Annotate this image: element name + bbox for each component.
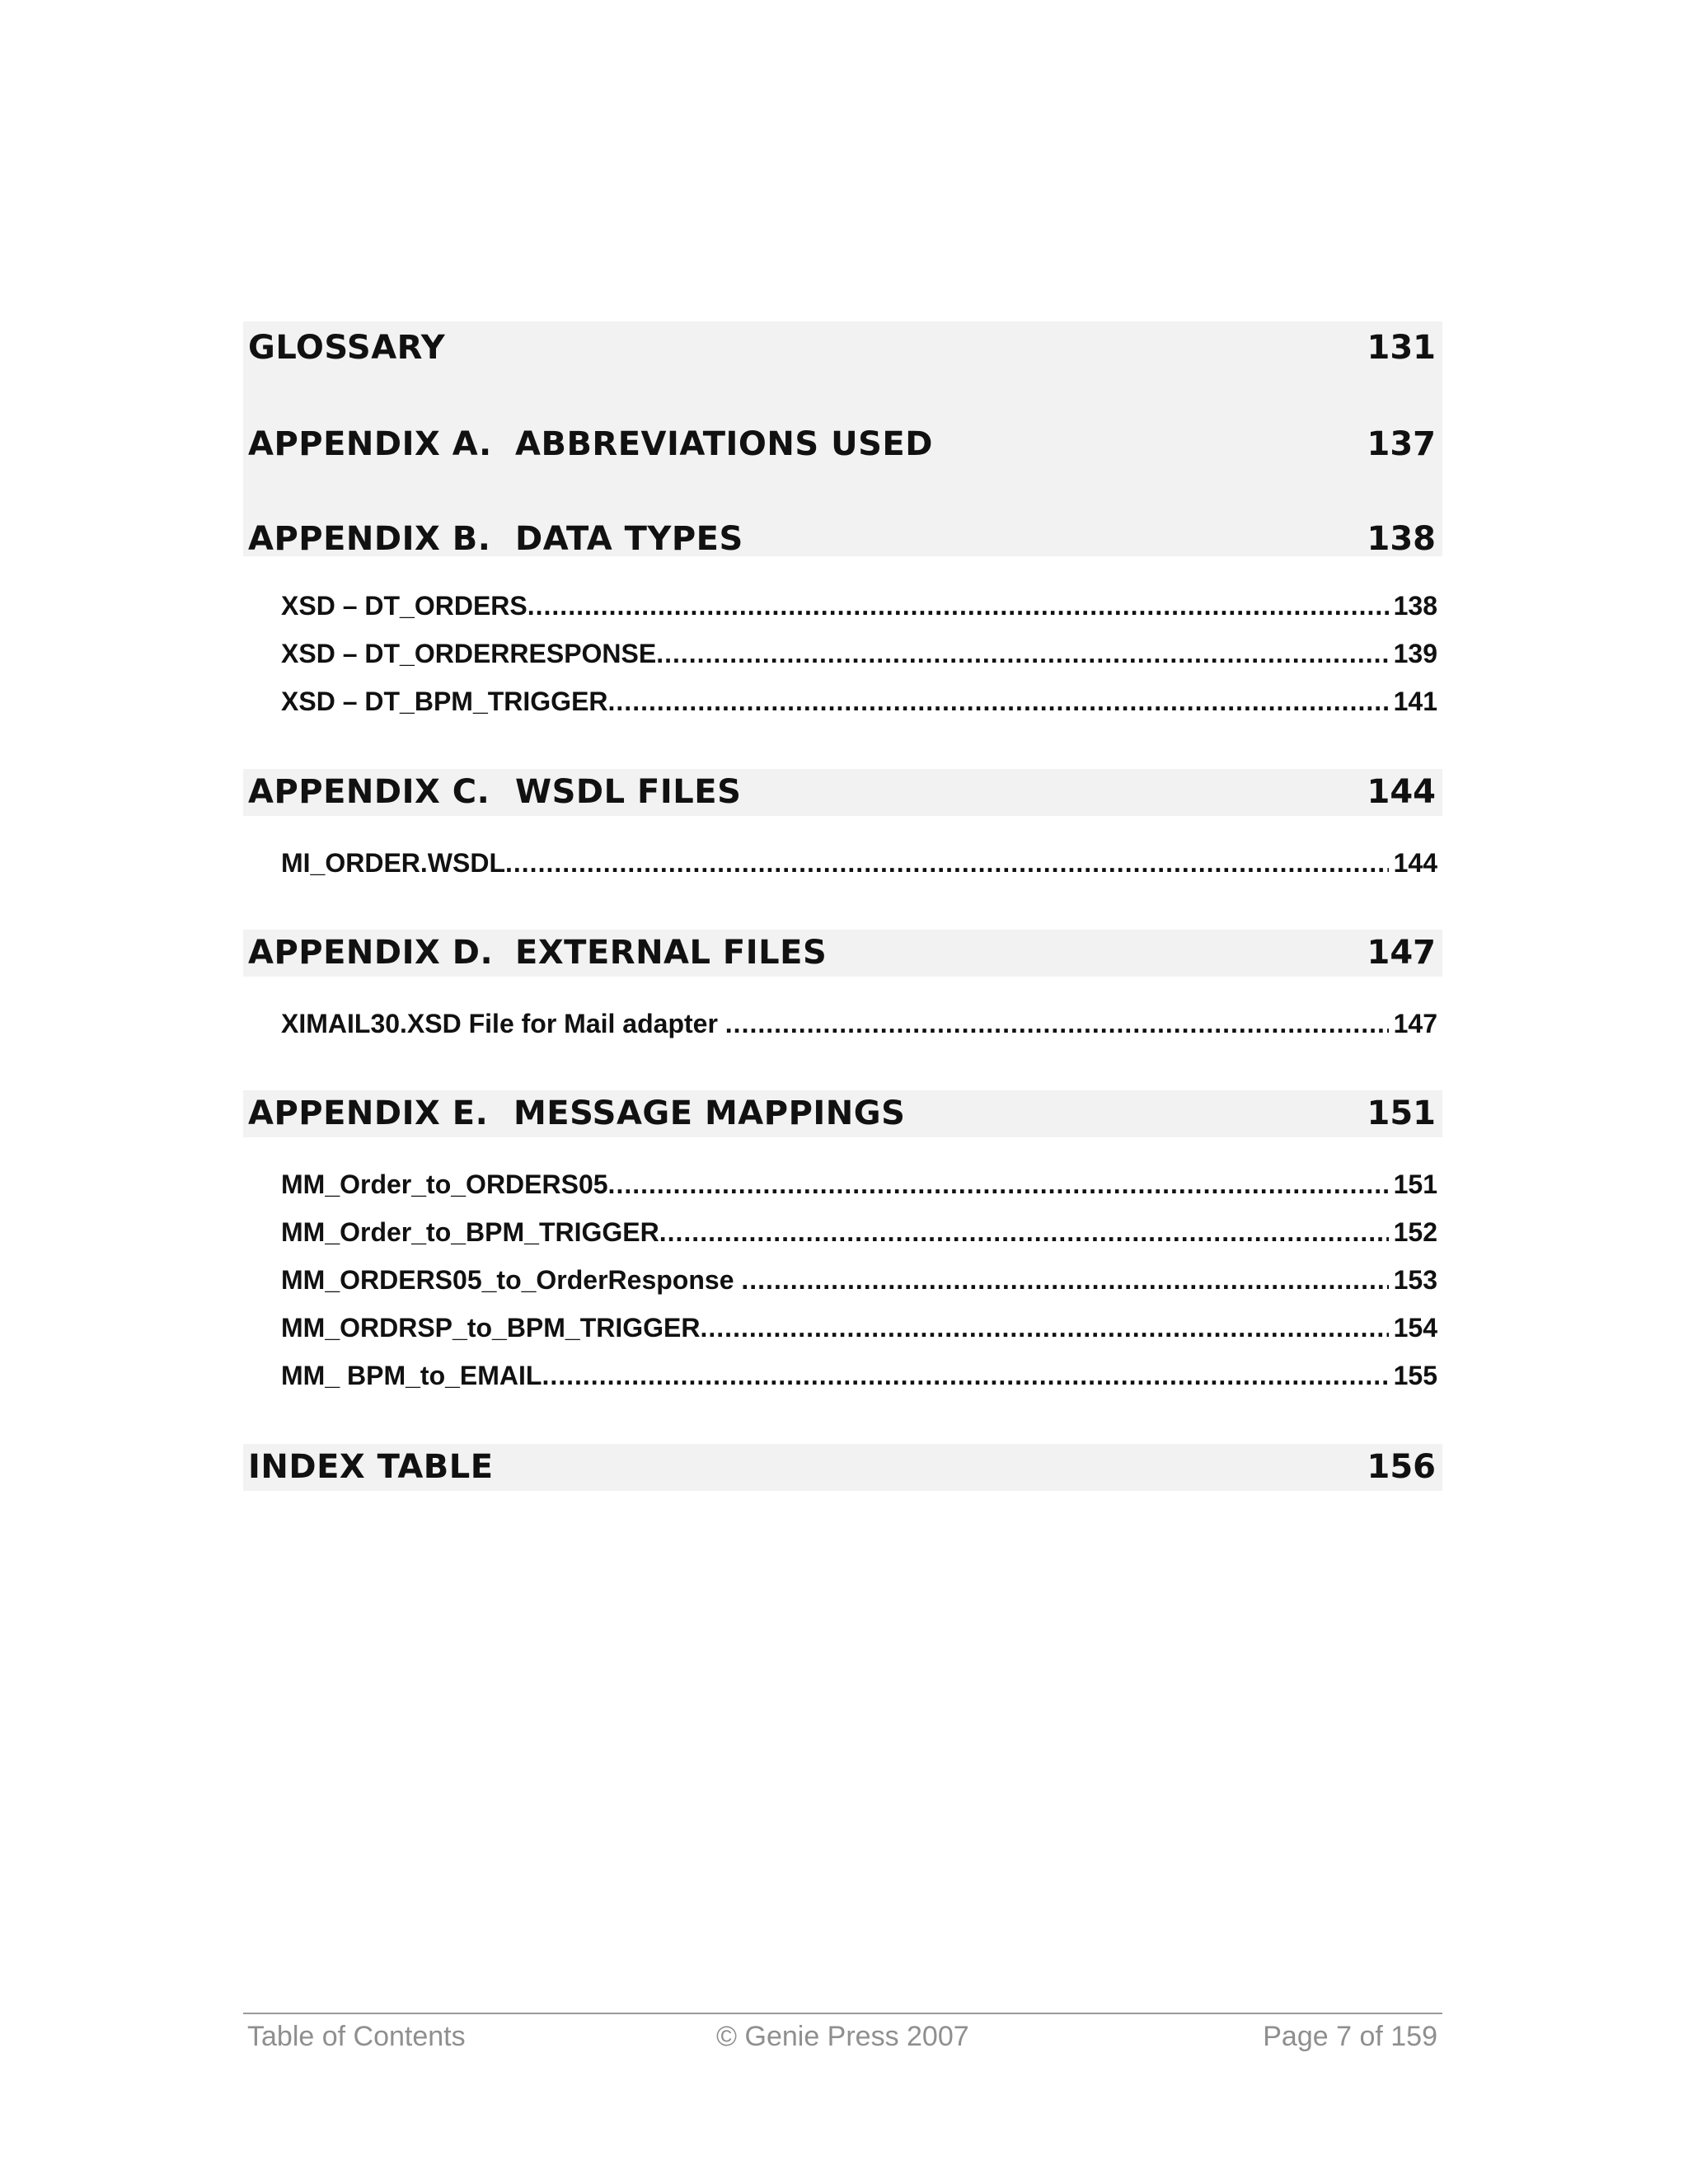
toc-heading-page: 156 — [1367, 1448, 1436, 1486]
toc-heading-title: MESSAGE MAPPINGS — [513, 1094, 906, 1132]
toc-entry-appendix-a[interactable] — [243, 421, 1442, 467]
toc-subentry[interactable] — [281, 1212, 1437, 1248]
toc-subentry-page: 147 — [1393, 1009, 1437, 1038]
toc-subentry-page: 154 — [1393, 1313, 1437, 1343]
toc-heading-page: 151 — [1367, 1094, 1436, 1132]
dot-leader — [656, 639, 1388, 669]
footer-copyright: © Genie Press 2007 — [716, 2021, 969, 2052]
toc-heading-prefix: APPENDIX D. — [248, 934, 494, 972]
toc-subentry-page: 141 — [1393, 687, 1437, 716]
toc-heading-prefix: APPENDIX B. — [248, 520, 491, 558]
toc-heading-prefix: APPENDIX C. — [248, 773, 490, 811]
toc-heading-prefix: APPENDIX A. — [248, 425, 492, 463]
toc-heading-prefix: APPENDIX E. — [248, 1094, 489, 1132]
dot-leader — [542, 1361, 1388, 1391]
toc-heading-page: 144 — [1367, 773, 1436, 811]
page-footer — [243, 2013, 1442, 2052]
toc-subentry[interactable] — [281, 842, 1437, 879]
toc-heading-title: GLOSSARY — [248, 329, 446, 367]
toc-heading-title: ABBREVIATIONS USED — [515, 425, 933, 463]
toc-subentry-label: MM_ORDRSP_to_BPM_TRIGGER — [281, 1313, 701, 1343]
toc-heading-title: INDEX TABLE — [248, 1448, 494, 1486]
toc-subentry-label: MM_ORDERS05_to_OrderResponse — [281, 1265, 742, 1295]
toc-subentry-label: MM_Order_to_ORDERS05 — [281, 1169, 608, 1199]
toc-subentry[interactable] — [281, 1003, 1437, 1039]
toc-heading-page: 131 — [1367, 329, 1436, 367]
toc-entry-appendix-b[interactable] — [243, 516, 1442, 562]
toc-subentry[interactable] — [281, 1164, 1437, 1200]
toc-subentry-label: XIMAIL30.XSD File for Mail adapter — [281, 1009, 725, 1038]
toc-subentry-page: 155 — [1393, 1361, 1437, 1390]
dot-leader — [528, 591, 1389, 621]
dot-leader — [701, 1313, 1389, 1343]
dot-leader — [608, 1169, 1389, 1200]
toc-subentry-page: 153 — [1393, 1265, 1437, 1295]
dot-leader — [741, 1265, 1388, 1296]
dot-leader — [659, 1217, 1389, 1248]
toc-heading-page: 147 — [1367, 934, 1436, 972]
dot-leader — [725, 1009, 1389, 1039]
toc-heading-page: 138 — [1367, 520, 1436, 558]
toc-subentry[interactable] — [281, 1355, 1437, 1391]
toc-entry-index-table[interactable] — [243, 1444, 1442, 1490]
toc-subentry-label: MM_Order_to_BPM_TRIGGER — [281, 1217, 659, 1247]
toc-subentry[interactable] — [281, 681, 1437, 717]
toc-subentry-page: 144 — [1393, 848, 1437, 878]
toc-subentry-label: MM_ BPM_to_EMAIL — [281, 1361, 542, 1390]
toc-entry-appendix-c[interactable] — [243, 769, 1442, 815]
toc-subentry[interactable] — [281, 585, 1437, 621]
toc-entry-appendix-d[interactable] — [243, 930, 1442, 976]
toc-heading-title: WSDL FILES — [515, 773, 742, 811]
footer-section-name: Table of Contents — [247, 2021, 466, 2052]
toc-subentry-page: 151 — [1393, 1169, 1437, 1199]
dot-leader — [608, 687, 1389, 717]
toc-heading-title: EXTERNAL FILES — [515, 934, 828, 972]
toc-heading-title: DATA TYPES — [515, 520, 743, 558]
toc-subentry-label: MI_ORDER.WSDL — [281, 848, 505, 878]
toc-subentry[interactable] — [281, 1259, 1437, 1296]
toc-subentry-label: XSD – DT_BPM_TRIGGER — [281, 687, 608, 716]
toc-heading-page: 137 — [1367, 425, 1436, 463]
toc-subentry[interactable] — [281, 1307, 1437, 1343]
toc-subentry-label: XSD – DT_ORDERS — [281, 591, 528, 621]
toc-subentry[interactable] — [281, 633, 1437, 669]
toc-subentry-page: 138 — [1393, 591, 1437, 621]
toc-subentry-label: XSD – DT_ORDERRESPONSE — [281, 639, 657, 668]
dot-leader — [505, 848, 1389, 879]
toc-entry-glossary[interactable] — [243, 325, 1442, 371]
toc-subentry-page: 152 — [1393, 1217, 1437, 1247]
footer-page-number: Page 7 of 159 — [1263, 2021, 1437, 2052]
toc-subentry-page: 139 — [1393, 639, 1437, 668]
toc-entry-appendix-e[interactable] — [243, 1090, 1442, 1137]
